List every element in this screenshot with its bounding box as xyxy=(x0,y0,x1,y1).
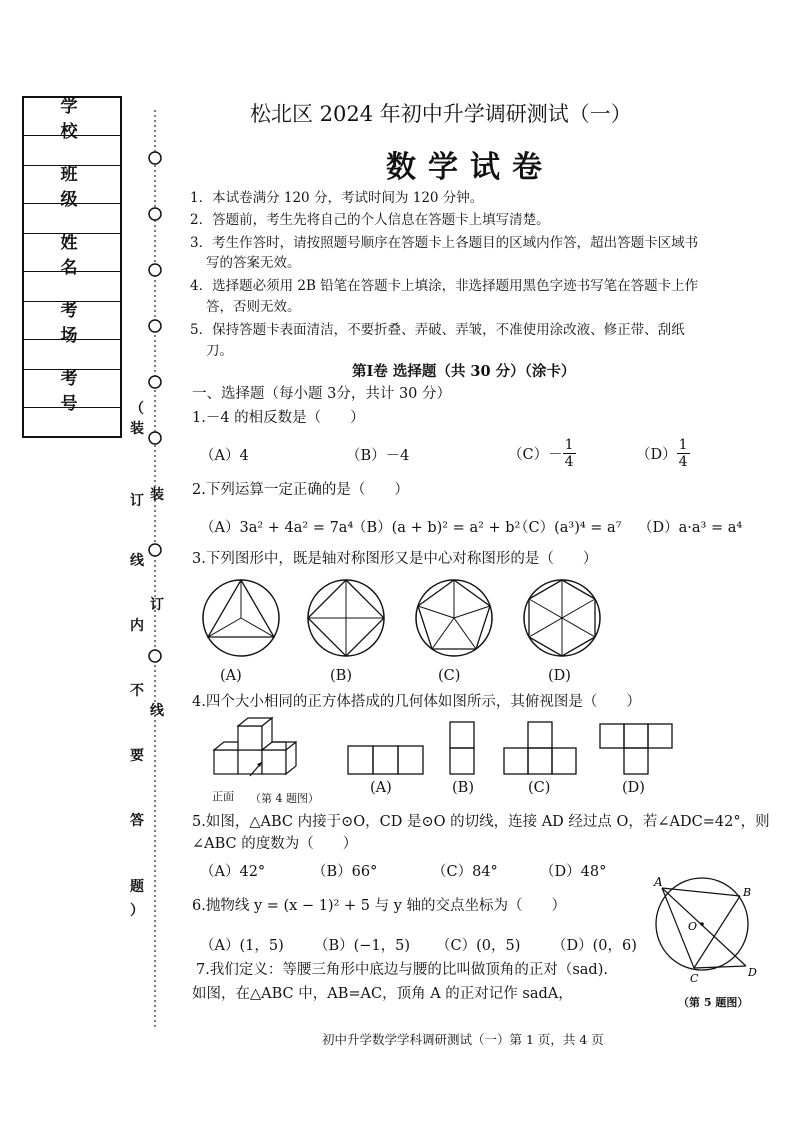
note-line: 答，否则无效。 xyxy=(206,299,301,315)
section-heading: 一、选择题（每小题 3分，共计 30 分） xyxy=(192,386,452,402)
q3-label-b: (B) xyxy=(330,668,352,684)
question-4-stem: 4.四个大小相同的正方体搭成的几何体如图所示，其俯视图是（ ） xyxy=(192,694,641,710)
binding-text-char: 订 xyxy=(150,597,164,613)
fraction-denominator: 4 xyxy=(678,453,688,470)
info-field-exam-number xyxy=(24,408,120,438)
note-line: 2．答题前，考生先将自己的个人信息在答题卡上填写清楚。 xyxy=(190,212,550,228)
binding-text-char: 订 xyxy=(130,493,144,509)
note-line: 刀。 xyxy=(206,343,233,359)
q3-label-d: (D) xyxy=(548,668,571,684)
info-label-name: 姓 名 xyxy=(24,234,120,272)
q6-option-a: （A）(1，5) xyxy=(200,938,284,954)
q1-option-b: （B）－4 xyxy=(346,448,410,464)
info-label-exam-number: 考 号 xyxy=(24,370,120,408)
q4-figure-b xyxy=(450,722,474,774)
q3-label-a: (A) xyxy=(220,668,242,684)
q4-label-d: (D) xyxy=(622,780,645,796)
part-title: 第Ⅰ卷 选择题（共 30 分）（涂卡） xyxy=(352,363,576,380)
question-3-stem: 3.下列图形中，既是轴对称图形又是中心对称图形的是（ ） xyxy=(192,551,598,567)
question-5-line1: 5.如图，△ABC 内接于⊙O，CD 是⊙O 的切线，连接 AD 经过点 O，若∠ADC=42°，则 xyxy=(192,814,770,830)
binding-text-char: （ xyxy=(130,401,144,417)
binding-text-char: 线 xyxy=(150,703,164,719)
question-5-line2: ∠ABC 的度数为（ ） xyxy=(192,836,358,852)
fraction xyxy=(677,437,690,470)
binding-text-char: 答 xyxy=(130,813,144,829)
q6-option-b: （B）(−1，5) xyxy=(314,938,411,954)
exam-title: 松北区 2024 年初中升学调研测试（一） xyxy=(250,102,632,126)
info-label-school: 学 校 xyxy=(24,98,120,136)
page-footer: 初中升学数学学科调研测试（一）第 1 页，共 4 页 xyxy=(322,1032,604,1047)
binding-text-char: 不 xyxy=(130,683,144,699)
q6-option-c: （C）(0，5) xyxy=(436,938,521,954)
q4-solid-figure xyxy=(210,716,302,782)
q5-option-d: （D）48° xyxy=(540,864,607,880)
note-line: 写的答案无效。 xyxy=(206,255,301,271)
q5-option-c: （C）84° xyxy=(432,864,498,880)
q4-label-a: (A) xyxy=(370,780,392,796)
q3-figure-a xyxy=(203,580,279,656)
q1-option-a: （A）4 xyxy=(200,448,249,464)
info-label-class: 班 级 xyxy=(24,166,120,204)
q2-option-a: （A）3a² + 4a² = 7a⁴ xyxy=(200,520,354,536)
q4-figure-d xyxy=(600,724,672,774)
q3-label-c: (C) xyxy=(438,668,461,684)
q3-figure-b xyxy=(308,580,384,656)
binding-text-char: 装 xyxy=(150,487,164,503)
q3-figure-d xyxy=(524,580,600,656)
binding-text-char: 线 xyxy=(130,553,144,569)
q4-figure-c xyxy=(504,722,576,774)
q5-option-a: （A）42° xyxy=(200,864,266,880)
q4-figure-caption: （第 4 题图） xyxy=(250,792,319,805)
binding-text-char: 要 xyxy=(130,748,144,764)
q1-option-d xyxy=(636,430,690,476)
question-6-stem: 6.抛物线 y = (x − 1)² + 5 与 y 轴的交点坐标为（ ） xyxy=(192,898,567,914)
q1-option-d-prefix: （D） xyxy=(636,446,677,463)
q4-label-c: (C) xyxy=(528,780,551,796)
binding-dotted-line xyxy=(140,110,170,1030)
note-line: 1．本试卷满分 120 分，考试时间为 120 分钟。 xyxy=(190,190,484,206)
fraction-numerator: 1 xyxy=(564,436,574,453)
note-line: 5．保持答题卡表面清洁，不要折叠、弄破、弄皱，不准使用涂改液、修正带、刮纸 xyxy=(190,322,685,338)
question-2-stem: 2.下列运算一定正确的是（ ） xyxy=(192,482,409,498)
note-line: 4．选择题必须用 2B 铅笔在答题卡上填涂，非选择题用黑色字迹书写笔在答题卡上作 xyxy=(190,278,699,294)
q2-option-c: （C）(a³)⁴ = a⁷ xyxy=(514,520,622,536)
q2-option-b: （B）(a + b)² = a² + b² xyxy=(352,520,521,536)
question-7-line1: 7.我们定义：等腰三角形中底边与腰的比叫做顶角的正对（sad). xyxy=(196,962,608,978)
q5-figure-caption: （第 5 题图） xyxy=(678,996,749,1009)
q4-figure-a xyxy=(348,746,423,774)
q3-figures xyxy=(196,576,616,666)
q5-point-label-c: C xyxy=(690,972,699,984)
q4-option-figures xyxy=(344,718,684,778)
q5-point-label-b: B xyxy=(743,886,752,899)
subject-title: 数学试卷 xyxy=(386,150,554,185)
question-7-line2: 如图，在△ABC 中，AB=AC，顶角 A 的正对记作 sadA， xyxy=(192,986,573,1002)
q2-option-d: （D）a·a³ = a⁴ xyxy=(638,520,743,536)
student-info-table xyxy=(22,96,122,438)
q5-geometry-figure xyxy=(644,872,764,984)
binding-text-char: 题 xyxy=(130,879,144,895)
q4-front-label: 正面 xyxy=(212,790,234,803)
question-1-stem: 1.－4 的相反数是（ ） xyxy=(192,410,365,426)
binding-text-char: ） xyxy=(130,903,144,919)
fraction xyxy=(563,437,576,470)
q4-label-b: (B) xyxy=(452,780,474,796)
fraction-numerator: 1 xyxy=(678,436,688,453)
q1-option-c xyxy=(508,430,576,476)
q5-option-b: （B）66° xyxy=(312,864,378,880)
q3-figure-c xyxy=(416,580,492,656)
binding-text-char: 装 xyxy=(130,421,144,437)
note-line: 3．考生作答时，请按照题号顺序在答题卡上各题目的区域内作答，超出答题卡区域书 xyxy=(190,235,699,251)
q6-option-d: （D）(0，6) xyxy=(552,938,637,954)
q1-option-c-prefix: （C）－ xyxy=(508,446,563,463)
info-label-room: 考 场 xyxy=(24,302,120,340)
fraction-denominator: 4 xyxy=(564,453,574,470)
q5-point-label-d: D xyxy=(748,966,757,979)
binding-text-char: 内 xyxy=(130,618,144,634)
q5-point-label-o: O xyxy=(688,920,698,933)
q5-point-label-a: A xyxy=(654,875,663,889)
